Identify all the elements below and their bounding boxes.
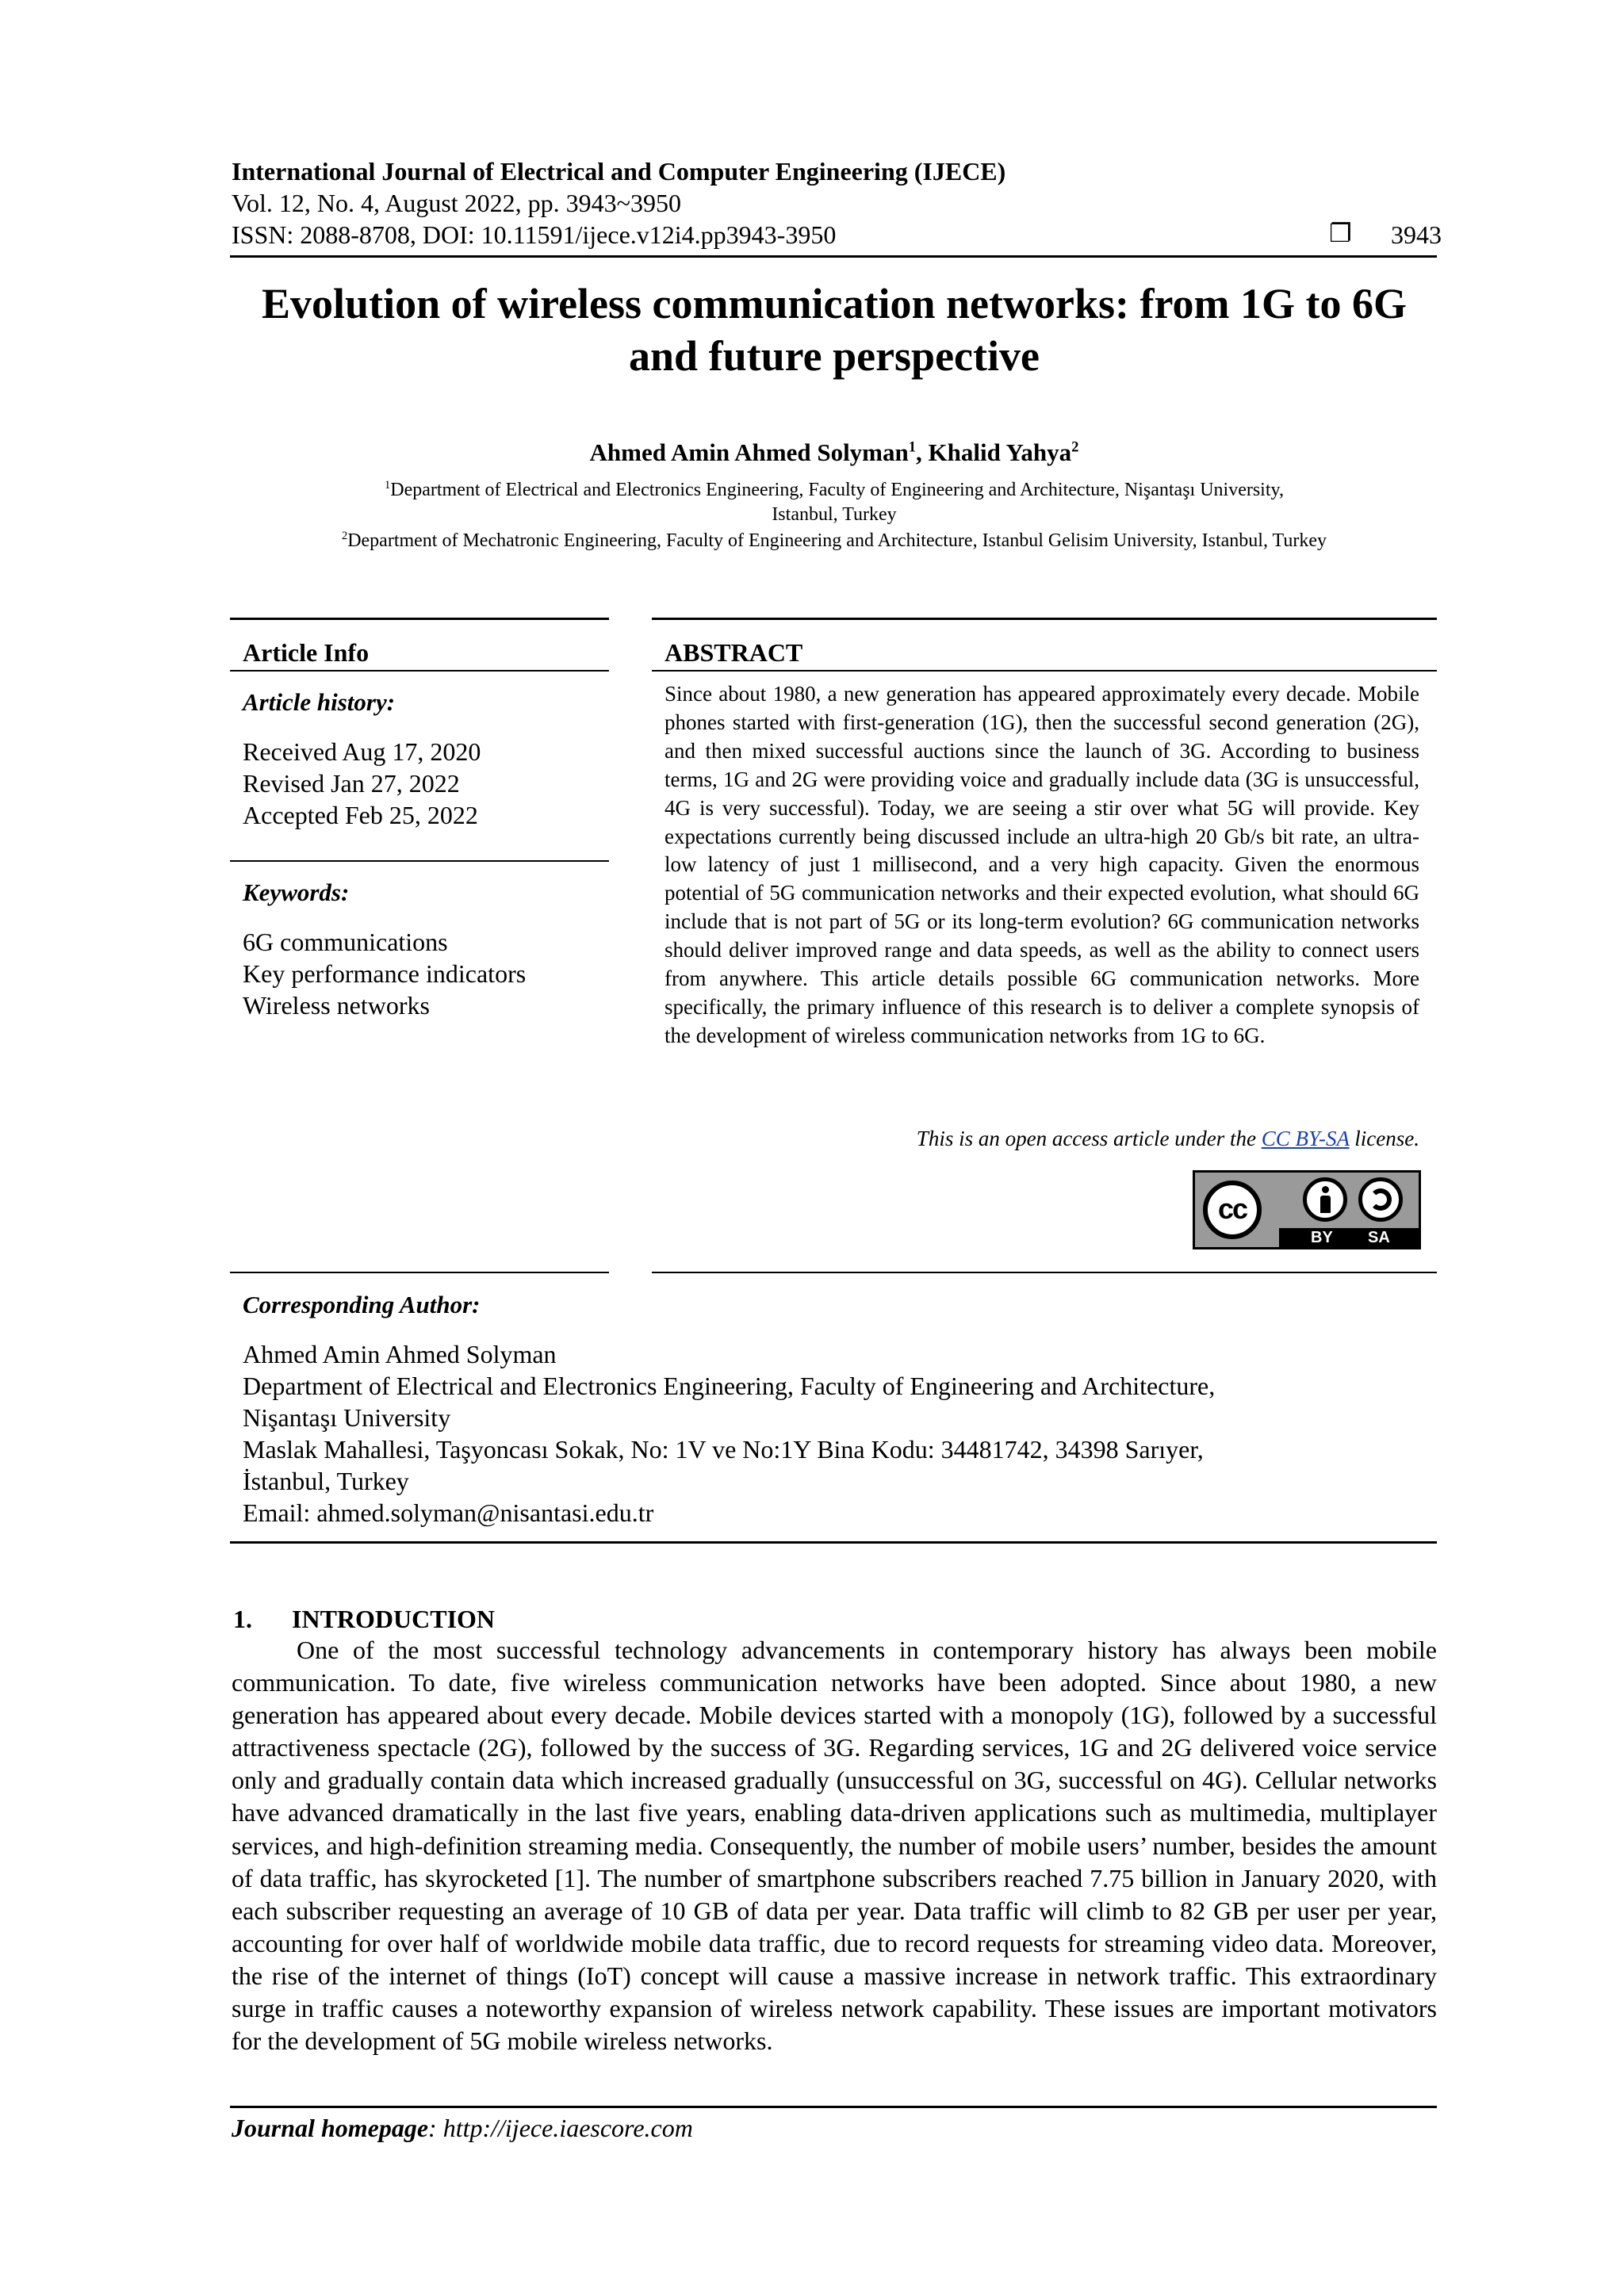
info-bottom-rule-left — [230, 1272, 609, 1273]
title-line-1: Evolution of wireless communication networks: from 1G to 6G — [262, 280, 1407, 327]
intro-number: 1. — [233, 1605, 252, 1633]
author-separator: , — [916, 438, 929, 466]
journal-name: International Journal of Electrical and Computer Engineering (IJECE) — [232, 157, 1006, 186]
author-2-affil: 2 — [1071, 438, 1079, 456]
homepage-separator: : — [428, 2114, 443, 2142]
license-statement — [917, 1124, 1419, 1153]
license-suffix: license. — [1349, 1127, 1419, 1150]
volume-info: Vol. 12, No. 4, August 2022, pp. 3943~3950 — [232, 189, 681, 217]
badge-sa-label: SA — [1368, 1229, 1390, 1246]
affiliation-1-sup: 1 — [385, 479, 391, 492]
article-info-heading: Article Info — [243, 638, 370, 667]
corresponding-author-address: Maslak Mahallesi, Taşyoncası Sokak, No: 1V ve No:1Y Bina Kodu: 34481742, 34398 Sarıyer, — [243, 1435, 1204, 1464]
history-received: Received Aug 17, 2020 — [243, 737, 481, 766]
affiliation-1-line-2: Istanbul, Turkey — [772, 504, 897, 525]
homepage-label: Journal homepage — [232, 2114, 429, 2142]
corresponding-author-rule — [230, 1541, 1437, 1544]
title-line-2: and future perspective — [629, 332, 1040, 380]
keyword-2: Key performance indicators — [243, 959, 527, 988]
author-1: Ahmed Amin Ahmed Solyman — [589, 438, 909, 466]
by-person-icon — [1303, 1177, 1347, 1222]
info-top-rule-left — [230, 618, 609, 620]
author-1-affil: 1 — [908, 438, 917, 456]
corresponding-author-university: Nişantaşı University — [243, 1403, 451, 1432]
keywords-heading: Keywords: — [243, 878, 350, 906]
info-bottom-rule-right — [652, 1272, 1437, 1273]
corresponding-author-email: Email: ahmed.solyman@nisantasi.edu.tr — [243, 1498, 654, 1527]
affiliation-1-line-1 — [232, 478, 1437, 503]
license-prefix: This is an open access article under the — [916, 1127, 1262, 1150]
affiliation-1-text: Department of Electrical and Electronics Engineering, Faculty of Engineering and Architecture, Nişantaşı University, — [390, 480, 1284, 500]
history-revised: Revised Jan 27, 2022 — [243, 769, 460, 798]
corresponding-author-heading: Corresponding Author: — [243, 1291, 481, 1318]
homepage-url[interactable]: http://ijece.iaescore.com — [442, 2114, 693, 2142]
license-link[interactable]: CC BY-SA — [1261, 1127, 1350, 1150]
header-rule — [230, 255, 1437, 258]
corresponding-author-city: İstanbul, Turkey — [243, 1467, 409, 1495]
badge-bottom-bar — [1279, 1228, 1419, 1247]
badge-by-label: BY — [1311, 1229, 1333, 1246]
abstract-rule — [652, 670, 1437, 672]
affiliation-2-text: Department of Mechatronic Engineering, Faculty of Engineering and Architecture, Istanbul Gelisim University, Istanbul, Turkey — [347, 530, 1327, 551]
sa-share-icon — [1358, 1177, 1403, 1222]
author-2: Khalid Yahya — [928, 438, 1072, 466]
footer-rule — [230, 2106, 1437, 2108]
cc-icon: cc — [1203, 1181, 1262, 1239]
paper-title — [232, 277, 1437, 382]
abstract-heading: ABSTRACT — [665, 638, 803, 667]
intro-text: One of the most successful technology advancements in contemporary history has always been mobile communication. To date, five wireless communication networks have been adopted. Since about 1980, a new generation has appeared about every decade. Mobile devices started with a monopoly (1G), followed by a successful attractiveness spectacle (2G), followed by the success of 3G. Regarding services, 1G and 2G delivered voice service only and gradually contain data which increased gradually (unsuccessful on 3G, successful on 4G). Cellular networks have advanced dramatically in the last five years, enabling data-driven applications such as multimedia, multiplayer services, and high-definition streaming media. Consequently, the number of mobile users’ number, besides the amount of data traffic, has skyrocketed [1]. The number of smartphone subscribers reached 7.75 billion in January 2020, with each subscriber requesting an average of 10 GB of data per year. Data traffic will climb to 82 GB per user per year, accounting for over half of worldwide mobile data traffic, due to record requests for streaming video data. Moreover, the rise of the internet of things (IoT) concept will cause a massive increase in network traffic. This extraordinary surge in traffic causes a noteworthy expansion of wireless network capability. These issues are important motivators for the development of 5G mobile wireless networks. — [232, 1636, 1437, 2056]
keyword-1: 6G communications — [243, 928, 448, 956]
abstract-text: Since about 1980, a new generation has appeared approximately every decade. Mobile phones started with first-generation (1G), then the successful second generation (2G), and then mixed successful auctions since the launch of 3G. According to business terms, 1G and 2G were providing voice and gradually include data (3G is unsuccessful, 4G is very successful). Today, we are seeing a stir over what 5G will provide. Key expectations currently being discussed include an ultra-high 20 Gb/s bit rate, an ultra-low latency of just 1 millisecond, and a very high capacity. Given the enormous potential of 5G communication networks and their expected evolution, what should 6G include that is not part of 5G or its long-term evolution? 6G communication networks should deliver improved range and data speeds, as well as the ability to connect users from anywhere. This article details possible 6G communication networks. More specifically, the primary influence of this research is to deliver a complete synopsis of the development of wireless communication networks from 1G to 6G. — [665, 682, 1419, 1047]
cc-by-sa-badge[interactable] — [1193, 1170, 1421, 1249]
box-icon: ❐ — [1329, 218, 1352, 248]
history-accepted: Accepted Feb 25, 2022 — [243, 801, 478, 829]
author-list — [232, 438, 1437, 468]
info-top-rule-right — [652, 618, 1437, 620]
history-rule — [230, 860, 609, 862]
journal-homepage — [232, 2112, 693, 2144]
affiliation-1 — [232, 478, 1437, 527]
article-info-rule — [230, 670, 609, 672]
affiliation-2-sup: 2 — [341, 530, 348, 542]
keyword-3: Wireless networks — [243, 991, 430, 1020]
affiliation-2 — [232, 529, 1437, 553]
page-number: 3943 — [1391, 220, 1442, 249]
intro-heading: INTRODUCTION — [292, 1605, 496, 1633]
corresponding-author-name: Ahmed Amin Ahmed Solyman — [243, 1340, 557, 1368]
issn-doi: ISSN: 2088-8708, DOI: 10.11591/ijece.v12i4.pp3943-3950 — [232, 220, 837, 249]
corresponding-author-dept: Department of Electrical and Electronics Engineering, Faculty of Engineering and Architecture, — [243, 1372, 1216, 1400]
article-history-heading: Article history: — [243, 688, 396, 716]
